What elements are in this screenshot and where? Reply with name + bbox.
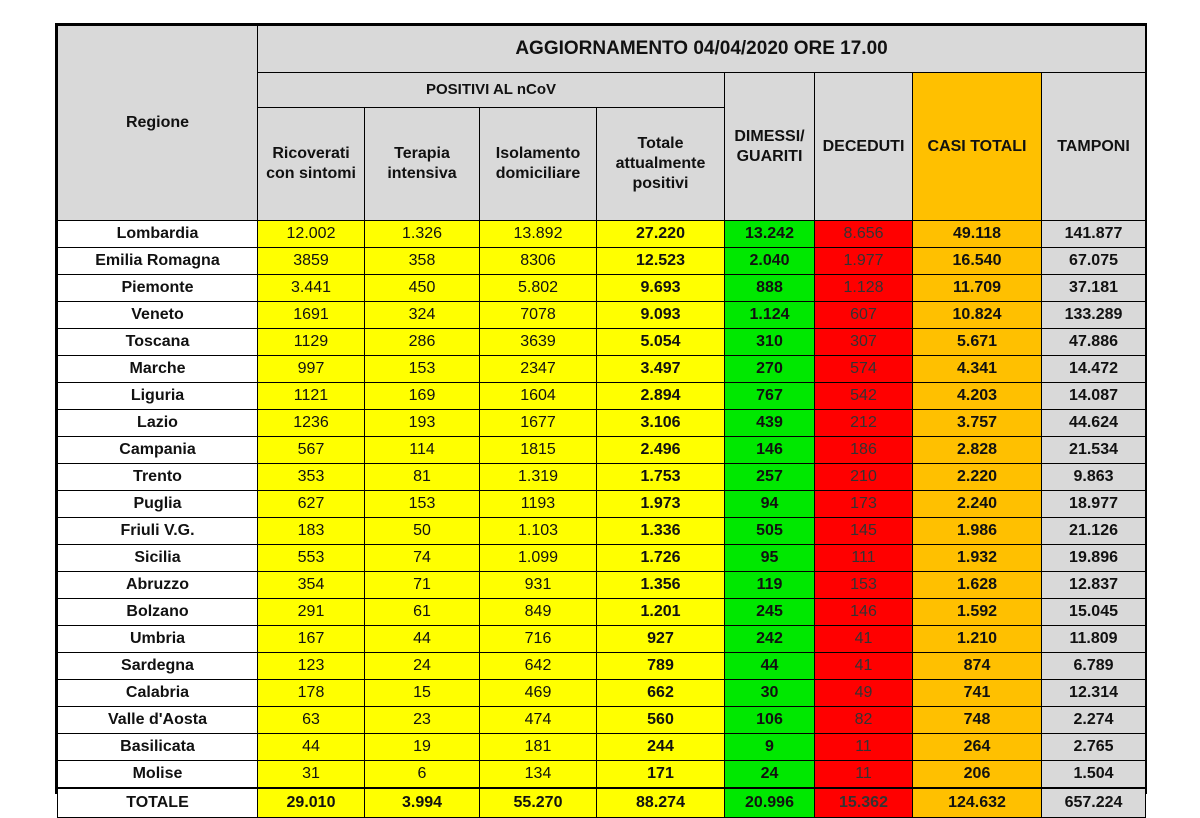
cell-terapia: 81 bbox=[365, 464, 480, 491]
cell-dimessi: 30 bbox=[725, 680, 815, 707]
cell-dimessi: 94 bbox=[725, 491, 815, 518]
cell-totale-positivi: 1.753 bbox=[597, 464, 725, 491]
cell-terapia: 19 bbox=[365, 734, 480, 761]
cell-totale-positivi: 2.496 bbox=[597, 437, 725, 464]
table-row bbox=[58, 275, 1146, 302]
cell-casi-totali: 206 bbox=[913, 761, 1042, 789]
cell-regione: Molise bbox=[58, 761, 258, 789]
cell-tamponi: 18.977 bbox=[1042, 491, 1146, 518]
header-casi-totali: CASI TOTALI bbox=[913, 73, 1042, 221]
header-isolamento: Isolamento domiciliare bbox=[480, 108, 597, 221]
cell-totale-positivi: 1.973 bbox=[597, 491, 725, 518]
table-row bbox=[58, 437, 1146, 464]
cell-regione: Campania bbox=[58, 437, 258, 464]
cell-deceduti: 49 bbox=[815, 680, 913, 707]
table-row bbox=[58, 518, 1146, 545]
cell-totale-positivi: 9.093 bbox=[597, 302, 725, 329]
cell-ricoverati: 353 bbox=[258, 464, 365, 491]
cell-isolamento: 716 bbox=[480, 626, 597, 653]
cell-deceduti: 11 bbox=[815, 761, 913, 789]
cell-ricoverati: 627 bbox=[258, 491, 365, 518]
table-row bbox=[58, 734, 1146, 761]
cell-tamponi: 12.314 bbox=[1042, 680, 1146, 707]
header-terapia: Terapia intensiva bbox=[365, 108, 480, 221]
cell-terapia: 50 bbox=[365, 518, 480, 545]
cell-casi-totali: 10.824 bbox=[913, 302, 1042, 329]
cell-dimessi: 270 bbox=[725, 356, 815, 383]
table-row bbox=[58, 302, 1146, 329]
cell-dimessi: 24 bbox=[725, 761, 815, 789]
cell-casi-totali: 2.828 bbox=[913, 437, 1042, 464]
cell-regione: Toscana bbox=[58, 329, 258, 356]
cell-tamponi: 657.224 bbox=[1042, 788, 1146, 818]
cell-dimessi: 95 bbox=[725, 545, 815, 572]
table-row bbox=[58, 707, 1146, 734]
cell-regione: Lombardia bbox=[58, 221, 258, 248]
cell-isolamento: 1604 bbox=[480, 383, 597, 410]
cell-deceduti: 307 bbox=[815, 329, 913, 356]
table-row bbox=[58, 761, 1146, 789]
cell-dimessi: 439 bbox=[725, 410, 815, 437]
cell-isolamento: 181 bbox=[480, 734, 597, 761]
cell-deceduti: 41 bbox=[815, 653, 913, 680]
cell-ricoverati: 167 bbox=[258, 626, 365, 653]
cell-tamponi: 11.809 bbox=[1042, 626, 1146, 653]
cell-dimessi: 119 bbox=[725, 572, 815, 599]
cell-totale-positivi: 171 bbox=[597, 761, 725, 789]
cell-tamponi: 2.274 bbox=[1042, 707, 1146, 734]
cell-totale-positivi: 662 bbox=[597, 680, 725, 707]
cell-casi-totali: 4.203 bbox=[913, 383, 1042, 410]
header-positivi-group: POSITIVI AL nCoV bbox=[258, 73, 725, 108]
cell-regione: Trento bbox=[58, 464, 258, 491]
cell-casi-totali: 741 bbox=[913, 680, 1042, 707]
header-tamponi: TAMPONI bbox=[1042, 73, 1146, 221]
table-row bbox=[58, 221, 1146, 248]
cell-deceduti: 153 bbox=[815, 572, 913, 599]
cell-regione: Sicilia bbox=[58, 545, 258, 572]
cell-ricoverati: 123 bbox=[258, 653, 365, 680]
cell-casi-totali: 3.757 bbox=[913, 410, 1042, 437]
table-row bbox=[58, 491, 1146, 518]
cell-tamponi: 15.045 bbox=[1042, 599, 1146, 626]
cell-ricoverati: 1236 bbox=[258, 410, 365, 437]
cell-totale-positivi: 1.356 bbox=[597, 572, 725, 599]
table-row bbox=[58, 599, 1146, 626]
cell-dimessi: 310 bbox=[725, 329, 815, 356]
cell-terapia: 44 bbox=[365, 626, 480, 653]
cell-terapia: 3.994 bbox=[365, 788, 480, 818]
cell-casi-totali: 1.932 bbox=[913, 545, 1042, 572]
cell-ricoverati: 3.441 bbox=[258, 275, 365, 302]
cell-tamponi: 6.789 bbox=[1042, 653, 1146, 680]
cell-totale-positivi: 2.894 bbox=[597, 383, 725, 410]
cell-totale-positivi: 1.726 bbox=[597, 545, 725, 572]
cell-ricoverati: 31 bbox=[258, 761, 365, 789]
table-row bbox=[58, 410, 1146, 437]
cell-terapia: 358 bbox=[365, 248, 480, 275]
cell-tamponi: 1.504 bbox=[1042, 761, 1146, 789]
cell-regione: Sardegna bbox=[58, 653, 258, 680]
cell-isolamento: 474 bbox=[480, 707, 597, 734]
cell-regione: Marche bbox=[58, 356, 258, 383]
cell-casi-totali: 1.986 bbox=[913, 518, 1042, 545]
cell-dimessi: 9 bbox=[725, 734, 815, 761]
cell-terapia: 286 bbox=[365, 329, 480, 356]
cell-deceduti: 212 bbox=[815, 410, 913, 437]
cell-totale-positivi: 244 bbox=[597, 734, 725, 761]
cell-casi-totali: 264 bbox=[913, 734, 1042, 761]
cell-terapia: 193 bbox=[365, 410, 480, 437]
cell-terapia: 1.326 bbox=[365, 221, 480, 248]
covid-report-sheet bbox=[55, 23, 1147, 811]
cell-terapia: 71 bbox=[365, 572, 480, 599]
table-row bbox=[58, 356, 1146, 383]
cell-casi-totali: 2.240 bbox=[913, 491, 1042, 518]
table-body bbox=[58, 221, 1146, 818]
cell-dimessi: 257 bbox=[725, 464, 815, 491]
cell-dimessi: 767 bbox=[725, 383, 815, 410]
cell-dimessi: 1.124 bbox=[725, 302, 815, 329]
cell-deceduti: 1.128 bbox=[815, 275, 913, 302]
cell-isolamento: 7078 bbox=[480, 302, 597, 329]
cell-isolamento: 1193 bbox=[480, 491, 597, 518]
cell-ricoverati: 29.010 bbox=[258, 788, 365, 818]
table-row bbox=[58, 626, 1146, 653]
cell-regione: Piemonte bbox=[58, 275, 258, 302]
cell-dimessi: 245 bbox=[725, 599, 815, 626]
cell-ricoverati: 553 bbox=[258, 545, 365, 572]
cell-totale-positivi: 3.497 bbox=[597, 356, 725, 383]
cell-totale-positivi: 88.274 bbox=[597, 788, 725, 818]
cell-terapia: 450 bbox=[365, 275, 480, 302]
cell-terapia: 24 bbox=[365, 653, 480, 680]
cell-regione: Friuli V.G. bbox=[58, 518, 258, 545]
cell-terapia: 6 bbox=[365, 761, 480, 789]
cell-deceduti: 1.977 bbox=[815, 248, 913, 275]
cell-dimessi: 505 bbox=[725, 518, 815, 545]
cell-totale-positivi: 560 bbox=[597, 707, 725, 734]
cell-ricoverati: 291 bbox=[258, 599, 365, 626]
header-ricoverati: Ricoverati con sintomi bbox=[258, 108, 365, 221]
cell-totale-positivi: 12.523 bbox=[597, 248, 725, 275]
cell-casi-totali: 11.709 bbox=[913, 275, 1042, 302]
cell-dimessi: 44 bbox=[725, 653, 815, 680]
cell-dimessi: 242 bbox=[725, 626, 815, 653]
cell-dimessi: 146 bbox=[725, 437, 815, 464]
header-regione: Regione bbox=[58, 26, 258, 221]
cell-dimessi: 13.242 bbox=[725, 221, 815, 248]
cell-ricoverati: 354 bbox=[258, 572, 365, 599]
cell-isolamento: 849 bbox=[480, 599, 597, 626]
cell-totale-positivi: 27.220 bbox=[597, 221, 725, 248]
cell-totale-positivi: 9.693 bbox=[597, 275, 725, 302]
cell-ricoverati: 12.002 bbox=[258, 221, 365, 248]
cell-dimessi: 2.040 bbox=[725, 248, 815, 275]
update-title: AGGIORNAMENTO 04/04/2020 ORE 17.00 bbox=[258, 26, 1146, 73]
cell-terapia: 169 bbox=[365, 383, 480, 410]
cell-tamponi: 44.624 bbox=[1042, 410, 1146, 437]
cell-dimessi: 888 bbox=[725, 275, 815, 302]
regional-data-table bbox=[57, 25, 1146, 818]
cell-casi-totali: 1.592 bbox=[913, 599, 1042, 626]
cell-casi-totali: 1.628 bbox=[913, 572, 1042, 599]
cell-ricoverati: 1121 bbox=[258, 383, 365, 410]
cell-casi-totali: 5.671 bbox=[913, 329, 1042, 356]
cell-casi-totali: 874 bbox=[913, 653, 1042, 680]
cell-deceduti: 542 bbox=[815, 383, 913, 410]
cell-ricoverati: 178 bbox=[258, 680, 365, 707]
cell-deceduti: 146 bbox=[815, 599, 913, 626]
cell-dimessi: 20.996 bbox=[725, 788, 815, 818]
cell-totale-positivi: 1.201 bbox=[597, 599, 725, 626]
cell-tamponi: 67.075 bbox=[1042, 248, 1146, 275]
cell-terapia: 153 bbox=[365, 356, 480, 383]
cell-regione: Emilia Romagna bbox=[58, 248, 258, 275]
cell-isolamento: 1677 bbox=[480, 410, 597, 437]
cell-regione: Basilicata bbox=[58, 734, 258, 761]
cell-ricoverati: 1129 bbox=[258, 329, 365, 356]
table-row bbox=[58, 248, 1146, 275]
cell-terapia: 324 bbox=[365, 302, 480, 329]
cell-regione: Veneto bbox=[58, 302, 258, 329]
cell-deceduti: 8.656 bbox=[815, 221, 913, 248]
cell-ricoverati: 1691 bbox=[258, 302, 365, 329]
cell-isolamento: 55.270 bbox=[480, 788, 597, 818]
cell-tamponi: 19.896 bbox=[1042, 545, 1146, 572]
cell-casi-totali: 124.632 bbox=[913, 788, 1042, 818]
cell-terapia: 23 bbox=[365, 707, 480, 734]
cell-tamponi: 2.765 bbox=[1042, 734, 1146, 761]
cell-deceduti: 11 bbox=[815, 734, 913, 761]
table-row bbox=[58, 464, 1146, 491]
cell-regione: Valle d'Aosta bbox=[58, 707, 258, 734]
cell-tamponi: 12.837 bbox=[1042, 572, 1146, 599]
cell-regione: Calabria bbox=[58, 680, 258, 707]
cell-isolamento: 2347 bbox=[480, 356, 597, 383]
cell-ricoverati: 3859 bbox=[258, 248, 365, 275]
cell-regione: Puglia bbox=[58, 491, 258, 518]
cell-deceduti: 186 bbox=[815, 437, 913, 464]
cell-isolamento: 1.099 bbox=[480, 545, 597, 572]
header-dimessi: DIMESSI/ GUARITI bbox=[725, 73, 815, 221]
cell-isolamento: 642 bbox=[480, 653, 597, 680]
table-row bbox=[58, 653, 1146, 680]
cell-totale-positivi: 5.054 bbox=[597, 329, 725, 356]
cell-tamponi: 9.863 bbox=[1042, 464, 1146, 491]
cell-terapia: 15 bbox=[365, 680, 480, 707]
cell-deceduti: 82 bbox=[815, 707, 913, 734]
cell-dimessi: 106 bbox=[725, 707, 815, 734]
cell-tamponi: 141.877 bbox=[1042, 221, 1146, 248]
total-row bbox=[58, 788, 1146, 818]
cell-terapia: 61 bbox=[365, 599, 480, 626]
cell-ricoverati: 183 bbox=[258, 518, 365, 545]
cell-casi-totali: 4.341 bbox=[913, 356, 1042, 383]
cell-deceduti: 111 bbox=[815, 545, 913, 572]
cell-deceduti: 607 bbox=[815, 302, 913, 329]
cell-ricoverati: 44 bbox=[258, 734, 365, 761]
cell-deceduti: 41 bbox=[815, 626, 913, 653]
cell-ricoverati: 997 bbox=[258, 356, 365, 383]
cell-regione: Bolzano bbox=[58, 599, 258, 626]
cell-tamponi: 21.534 bbox=[1042, 437, 1146, 464]
cell-deceduti: 15.362 bbox=[815, 788, 913, 818]
cell-terapia: 74 bbox=[365, 545, 480, 572]
cell-isolamento: 3639 bbox=[480, 329, 597, 356]
cell-totale-positivi: 789 bbox=[597, 653, 725, 680]
cell-regione: Umbria bbox=[58, 626, 258, 653]
cell-isolamento: 8306 bbox=[480, 248, 597, 275]
header-deceduti: DECEDUTI bbox=[815, 73, 913, 221]
cell-tamponi: 133.289 bbox=[1042, 302, 1146, 329]
table-row bbox=[58, 383, 1146, 410]
cell-isolamento: 1815 bbox=[480, 437, 597, 464]
cell-terapia: 153 bbox=[365, 491, 480, 518]
cell-regione: TOTALE bbox=[58, 788, 258, 818]
cell-ricoverati: 63 bbox=[258, 707, 365, 734]
cell-isolamento: 931 bbox=[480, 572, 597, 599]
table-row bbox=[58, 572, 1146, 599]
cell-casi-totali: 1.210 bbox=[913, 626, 1042, 653]
cell-isolamento: 1.319 bbox=[480, 464, 597, 491]
cell-isolamento: 469 bbox=[480, 680, 597, 707]
cell-terapia: 114 bbox=[365, 437, 480, 464]
cell-regione: Abruzzo bbox=[58, 572, 258, 599]
header-totale-positivi: Totale attualmente positivi bbox=[597, 108, 725, 221]
cell-isolamento: 13.892 bbox=[480, 221, 597, 248]
cell-tamponi: 21.126 bbox=[1042, 518, 1146, 545]
cell-casi-totali: 16.540 bbox=[913, 248, 1042, 275]
cell-casi-totali: 2.220 bbox=[913, 464, 1042, 491]
cell-totale-positivi: 3.106 bbox=[597, 410, 725, 437]
cell-deceduti: 173 bbox=[815, 491, 913, 518]
cell-tamponi: 14.472 bbox=[1042, 356, 1146, 383]
cell-casi-totali: 49.118 bbox=[913, 221, 1042, 248]
table-row bbox=[58, 545, 1146, 572]
cell-casi-totali: 748 bbox=[913, 707, 1042, 734]
cell-regione: Lazio bbox=[58, 410, 258, 437]
cell-isolamento: 1.103 bbox=[480, 518, 597, 545]
cell-totale-positivi: 927 bbox=[597, 626, 725, 653]
cell-ricoverati: 567 bbox=[258, 437, 365, 464]
cell-totale-positivi: 1.336 bbox=[597, 518, 725, 545]
cell-deceduti: 145 bbox=[815, 518, 913, 545]
cell-tamponi: 47.886 bbox=[1042, 329, 1146, 356]
cell-tamponi: 14.087 bbox=[1042, 383, 1146, 410]
cell-regione: Liguria bbox=[58, 383, 258, 410]
table-row bbox=[58, 329, 1146, 356]
table-row bbox=[58, 680, 1146, 707]
cell-deceduti: 210 bbox=[815, 464, 913, 491]
cell-isolamento: 5.802 bbox=[480, 275, 597, 302]
cell-isolamento: 134 bbox=[480, 761, 597, 789]
cell-tamponi: 37.181 bbox=[1042, 275, 1146, 302]
cell-deceduti: 574 bbox=[815, 356, 913, 383]
